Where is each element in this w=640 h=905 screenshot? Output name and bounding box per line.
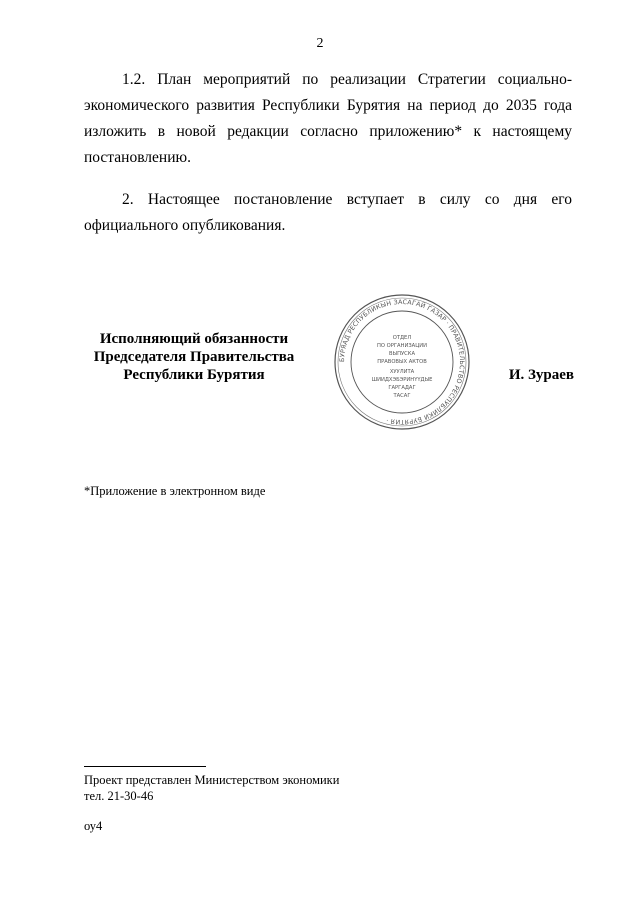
- signatory-title-line: Исполняющий обязанности: [99, 331, 289, 347]
- signatory-title: [84, 330, 304, 384]
- seal-center-line: ПРАВОВЫХ АКТОВ: [377, 359, 427, 365]
- signatory-title-line: Республики Бурятия: [123, 367, 265, 383]
- document-code: оу4: [84, 819, 103, 833]
- appendix-footnote: *Приложение в электронном виде: [84, 484, 266, 498]
- paragraph-2: 2. Настоящее постановление вступает в силу со дня его официального опубликования.: [84, 191, 572, 234]
- seal-ring-text: БУРЯАД РЕСПУБЛИКЫН ЗАСАГАЙ ГАЗАР · ПРАВИТЕЛЬСТВО РЕСПУБЛИКИ БУРЯТИЯ ·: [338, 298, 466, 426]
- seal-center-line: ВЫПУСКА: [388, 351, 416, 357]
- seal-center-line: ТАСАГ: [393, 393, 411, 399]
- signatory-title-line: Председателя Правительства: [93, 349, 295, 365]
- seal-center-line: ПО ОРГАНИЗАЦИИ: [376, 343, 428, 349]
- signatory-name: И. Зураев: [508, 367, 574, 383]
- seal-center-line: ХУУЛИТА: [389, 369, 415, 375]
- seal-center-line: ОТДЕЛ: [392, 335, 412, 341]
- official-seal: [332, 292, 472, 432]
- page-number: 2: [316, 36, 324, 51]
- contact-phone: тел. 21-30-46: [84, 789, 154, 803]
- project-submitted-by: Проект представлен Министерством экономики: [84, 773, 340, 787]
- footer-divider: [84, 766, 206, 767]
- paragraph-1-2: 1.2. План мероприятий по реализации Стратегии социально-экономического развития Республики Бурятия на период до 2035 года изложить в новой редакции согласно приложению* к настоящему постановлению.: [84, 71, 572, 166]
- seal-center-line: ШИИДХЭБЭРИНҮҮДЫЕ: [371, 377, 433, 383]
- seal-center-line: ГАРГАДАГ: [388, 385, 416, 391]
